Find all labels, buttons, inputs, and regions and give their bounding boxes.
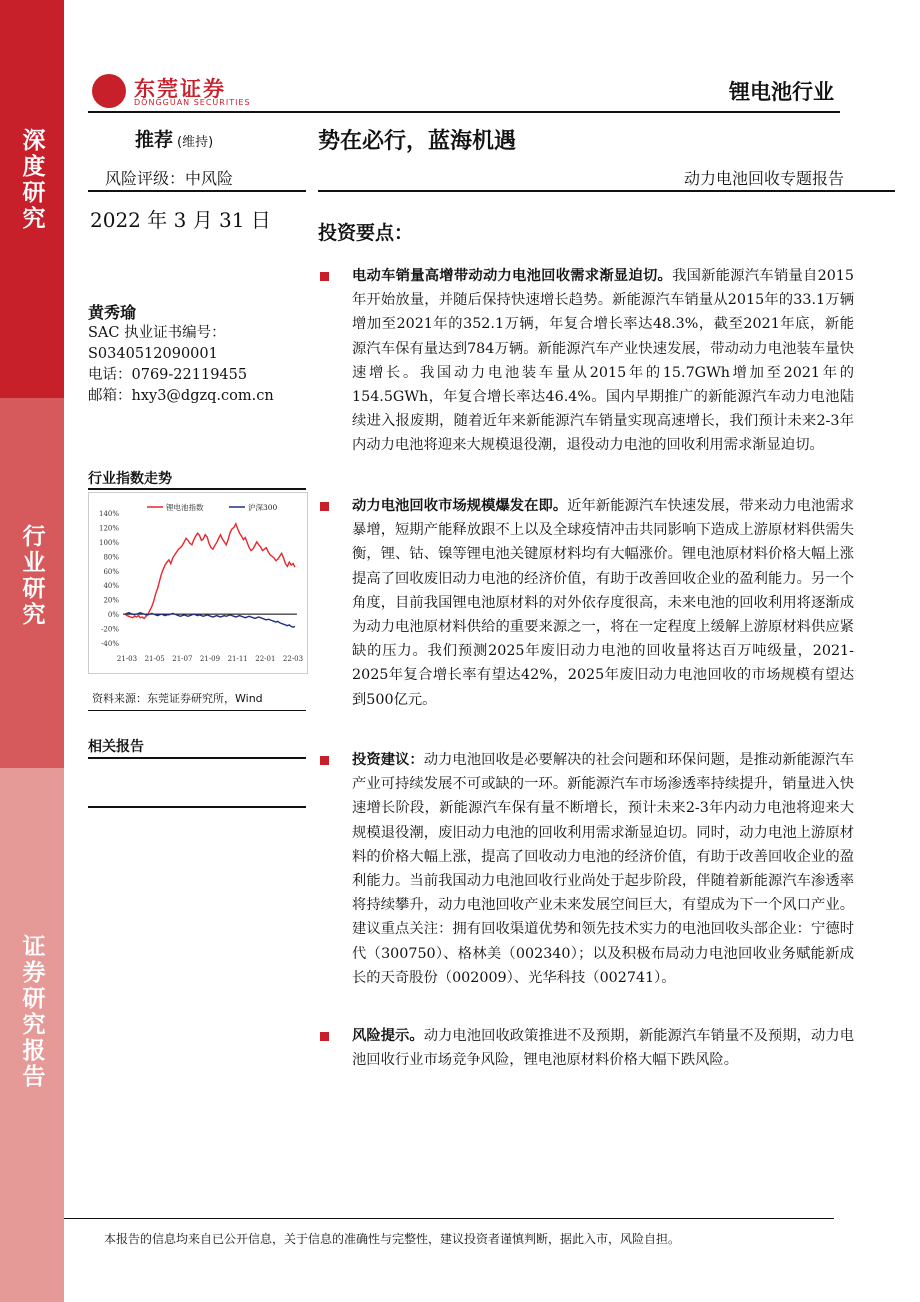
x-tick-label: 21-11 — [227, 655, 248, 663]
y-tick-label: 40% — [103, 582, 119, 591]
analyst-email: 邮箱：hxy3@dgzq.com.cn — [88, 388, 274, 404]
source-divider — [88, 710, 306, 711]
analyst-cert-label: SAC 执业证书编号： — [88, 325, 226, 341]
point-text: 我国新能源汽车销量自2015年开始放量，并随后保持快速增长趋势。新能源汽车销量从2015年的33.1万辆增加至2021年的352.1万辆，年复合增长率达48.3%，截至2021年底，新能源汽车保有量达到784万辆。新能源汽车产业快速发展，带动动力电池装车量快速增长。我国动力电池装车量从2015年的15.7GWh增加至2021年的154.5GWh，年复合增长率达46.4%。国内早期推广的新能源汽车动力电池陆续进入报废期，随着近年来新能源汽车销量实现高速增长，我们预计未来2-3年内动力电池将迎来大规模退役潮，退役动力电池的回收利用需求渐显迫切。 — [352, 268, 854, 454]
investment-point — [320, 1024, 854, 1072]
index-trend-chart — [88, 492, 308, 674]
y-tick-label: 80% — [103, 553, 119, 562]
point-lead: 动力电池回收市场规模爆发在即。 — [352, 498, 568, 514]
bullet-icon — [320, 1032, 329, 1041]
bullet-icon — [320, 272, 329, 281]
point-text: 动力电池回收政策推进不及预期，新能源汽车销量不及预期，动力电池回收行业市场竞争风险，锂电池原材料价格大幅下跌风险。 — [352, 1028, 855, 1069]
sidebar-bottom-band — [0, 768, 64, 1302]
report-date: 2022 年 3 月 31 日 — [90, 208, 271, 232]
sidebar-middle-band — [0, 398, 64, 768]
legend-label: 沪深300 — [248, 503, 278, 512]
analyst-phone: 电话：0769-22119455 — [88, 367, 248, 383]
bullet-icon — [320, 756, 329, 765]
point-lead: 电动车销量高增带动动力电池回收需求渐显迫切。 — [352, 268, 673, 284]
y-tick-label: 0% — [107, 611, 119, 620]
header-divider — [88, 111, 840, 113]
related-divider-bottom — [88, 806, 306, 808]
point-text: 近年新能源汽车快速发展，带来动力电池需求暴增，短期产能释放跟不上以及全球疫情冲击共同影响下造成上游原材料供需失衡，锂、钴、镍等锂电池关键原材料均有大幅涨价。锂电池原材料价格大幅上涨提高了回收废旧动力电池的经济价值，有助于改善回收企业的盈利能力。另一个角度，目前我国锂电池原材料的对外依存度很高，未来电池的回收利用将逐渐成为动力电池原材料供给的重要来源之一，将在一定程度上缓解上游原材料供应紧缺的压力。我们预测2025年废旧动力电池的回收量将达百万吨级量，2021-2025年复合增长率有望达42%，2025年废旧动力电池回收的市场规模有望达到500亿元。 — [352, 498, 855, 708]
analyst-info — [88, 302, 274, 407]
y-tick-label: 60% — [103, 567, 119, 576]
x-tick-label: 22-01 — [255, 655, 276, 663]
series-line-lithium-battery-index — [125, 524, 295, 619]
investment-point — [320, 264, 854, 458]
investment-point — [320, 494, 854, 712]
report-headline: 势在必行，蓝海机遇 — [318, 129, 517, 154]
sidebar-label-deep-research: 深度研究 — [18, 128, 45, 232]
sidebar-label-securities-report: 证券研究报告 — [18, 934, 45, 1090]
company-logo-icon — [92, 74, 126, 108]
point-lead: 投资建议： — [352, 752, 424, 768]
analyst-cert: S0340512090001 — [88, 346, 218, 362]
rating-label: 推荐 — [135, 129, 174, 151]
rating-note: (维持) — [177, 135, 214, 150]
y-tick-label: 100% — [98, 538, 119, 547]
chart-title-divider — [88, 488, 306, 490]
investment-title: 投资要点： — [318, 222, 414, 244]
company-name-en: DONGGUAN SECURITIES — [134, 98, 251, 107]
right-divider — [318, 190, 895, 192]
x-tick-label: 21-03 — [116, 655, 138, 663]
chart-section-title: 行业指数走势 — [88, 471, 172, 487]
y-tick-label: -20% — [101, 625, 119, 634]
footer-disclaimer: 本报告的信息均来自已公开信息，关于信息的准确性与完整性，建议投资者谨慎判断，据此入市，风险自担。 — [104, 1232, 681, 1246]
x-tick-label: 21-09 — [199, 655, 221, 663]
index-trend-chart-svg — [89, 493, 307, 673]
risk-rating: 风险评级：中风险 — [105, 169, 234, 188]
related-divider-top — [88, 757, 306, 759]
point-text: 动力电池回收是必要解决的社会问题和环保问题，是推动新能源汽车产业可持续发展不可或缺的一环。新能源汽车市场渗透率持续提升，销量进入快速增长阶段，新能源汽车保有量不断增长，预计未来2-3年内动力电池将迎来大规模退役潮，废旧动力电池的回收利用需求渐显迫切。同时，动力电池上游原材料的价格大幅上涨，提高了回收动力电池的经济价值，有助于改善回收企业的盈利能力。当前我国动力电池回收行业尚处于起步阶段，伴随着新能源汽车渗透率将持续攀升，动力电池回收产业未来发展空间巨大，有望成为下一个风口产业。建议重点关注：拥有回收渠道优势和领先技术实力的电池回收头部企业：宁德时代（300750）、格林美（002340）；以及积极布局动力电池回收业务赋能新成长的天奇股份（002009）、光华科技（002741）。 — [352, 752, 855, 986]
sidebar-top-band — [0, 0, 64, 398]
point-lead: 风险提示。 — [352, 1028, 424, 1044]
bullet-icon — [320, 502, 329, 511]
company-name-cn: 东莞证券 — [134, 77, 226, 101]
x-tick-label: 21-07 — [172, 655, 193, 663]
y-tick-label: 120% — [98, 524, 119, 533]
y-tick-label: -40% — [101, 640, 119, 648]
y-tick-label: 20% — [103, 596, 119, 605]
chart-source: 资料来源：东莞证券研究所，Wind — [92, 692, 263, 705]
investment-point — [320, 748, 854, 990]
industry-label: 锂电池行业 — [729, 80, 834, 104]
analyst-name: 黄秀瑜 — [88, 303, 137, 322]
left-divider — [88, 190, 306, 192]
report-subtitle: 动力电池回收专题报告 — [683, 169, 844, 188]
rating-block — [135, 125, 213, 152]
x-tick-label: 22-03 — [282, 655, 304, 663]
footer-divider — [64, 1218, 834, 1219]
y-tick-label: 140% — [98, 510, 119, 518]
x-tick-label: 21-05 — [144, 655, 165, 663]
related-reports-title: 相关报告 — [88, 739, 144, 755]
series-line-csi300 — [125, 613, 295, 627]
legend-label: 锂电池指数 — [166, 503, 204, 512]
sidebar-label-industry-research: 行业研究 — [18, 524, 45, 628]
